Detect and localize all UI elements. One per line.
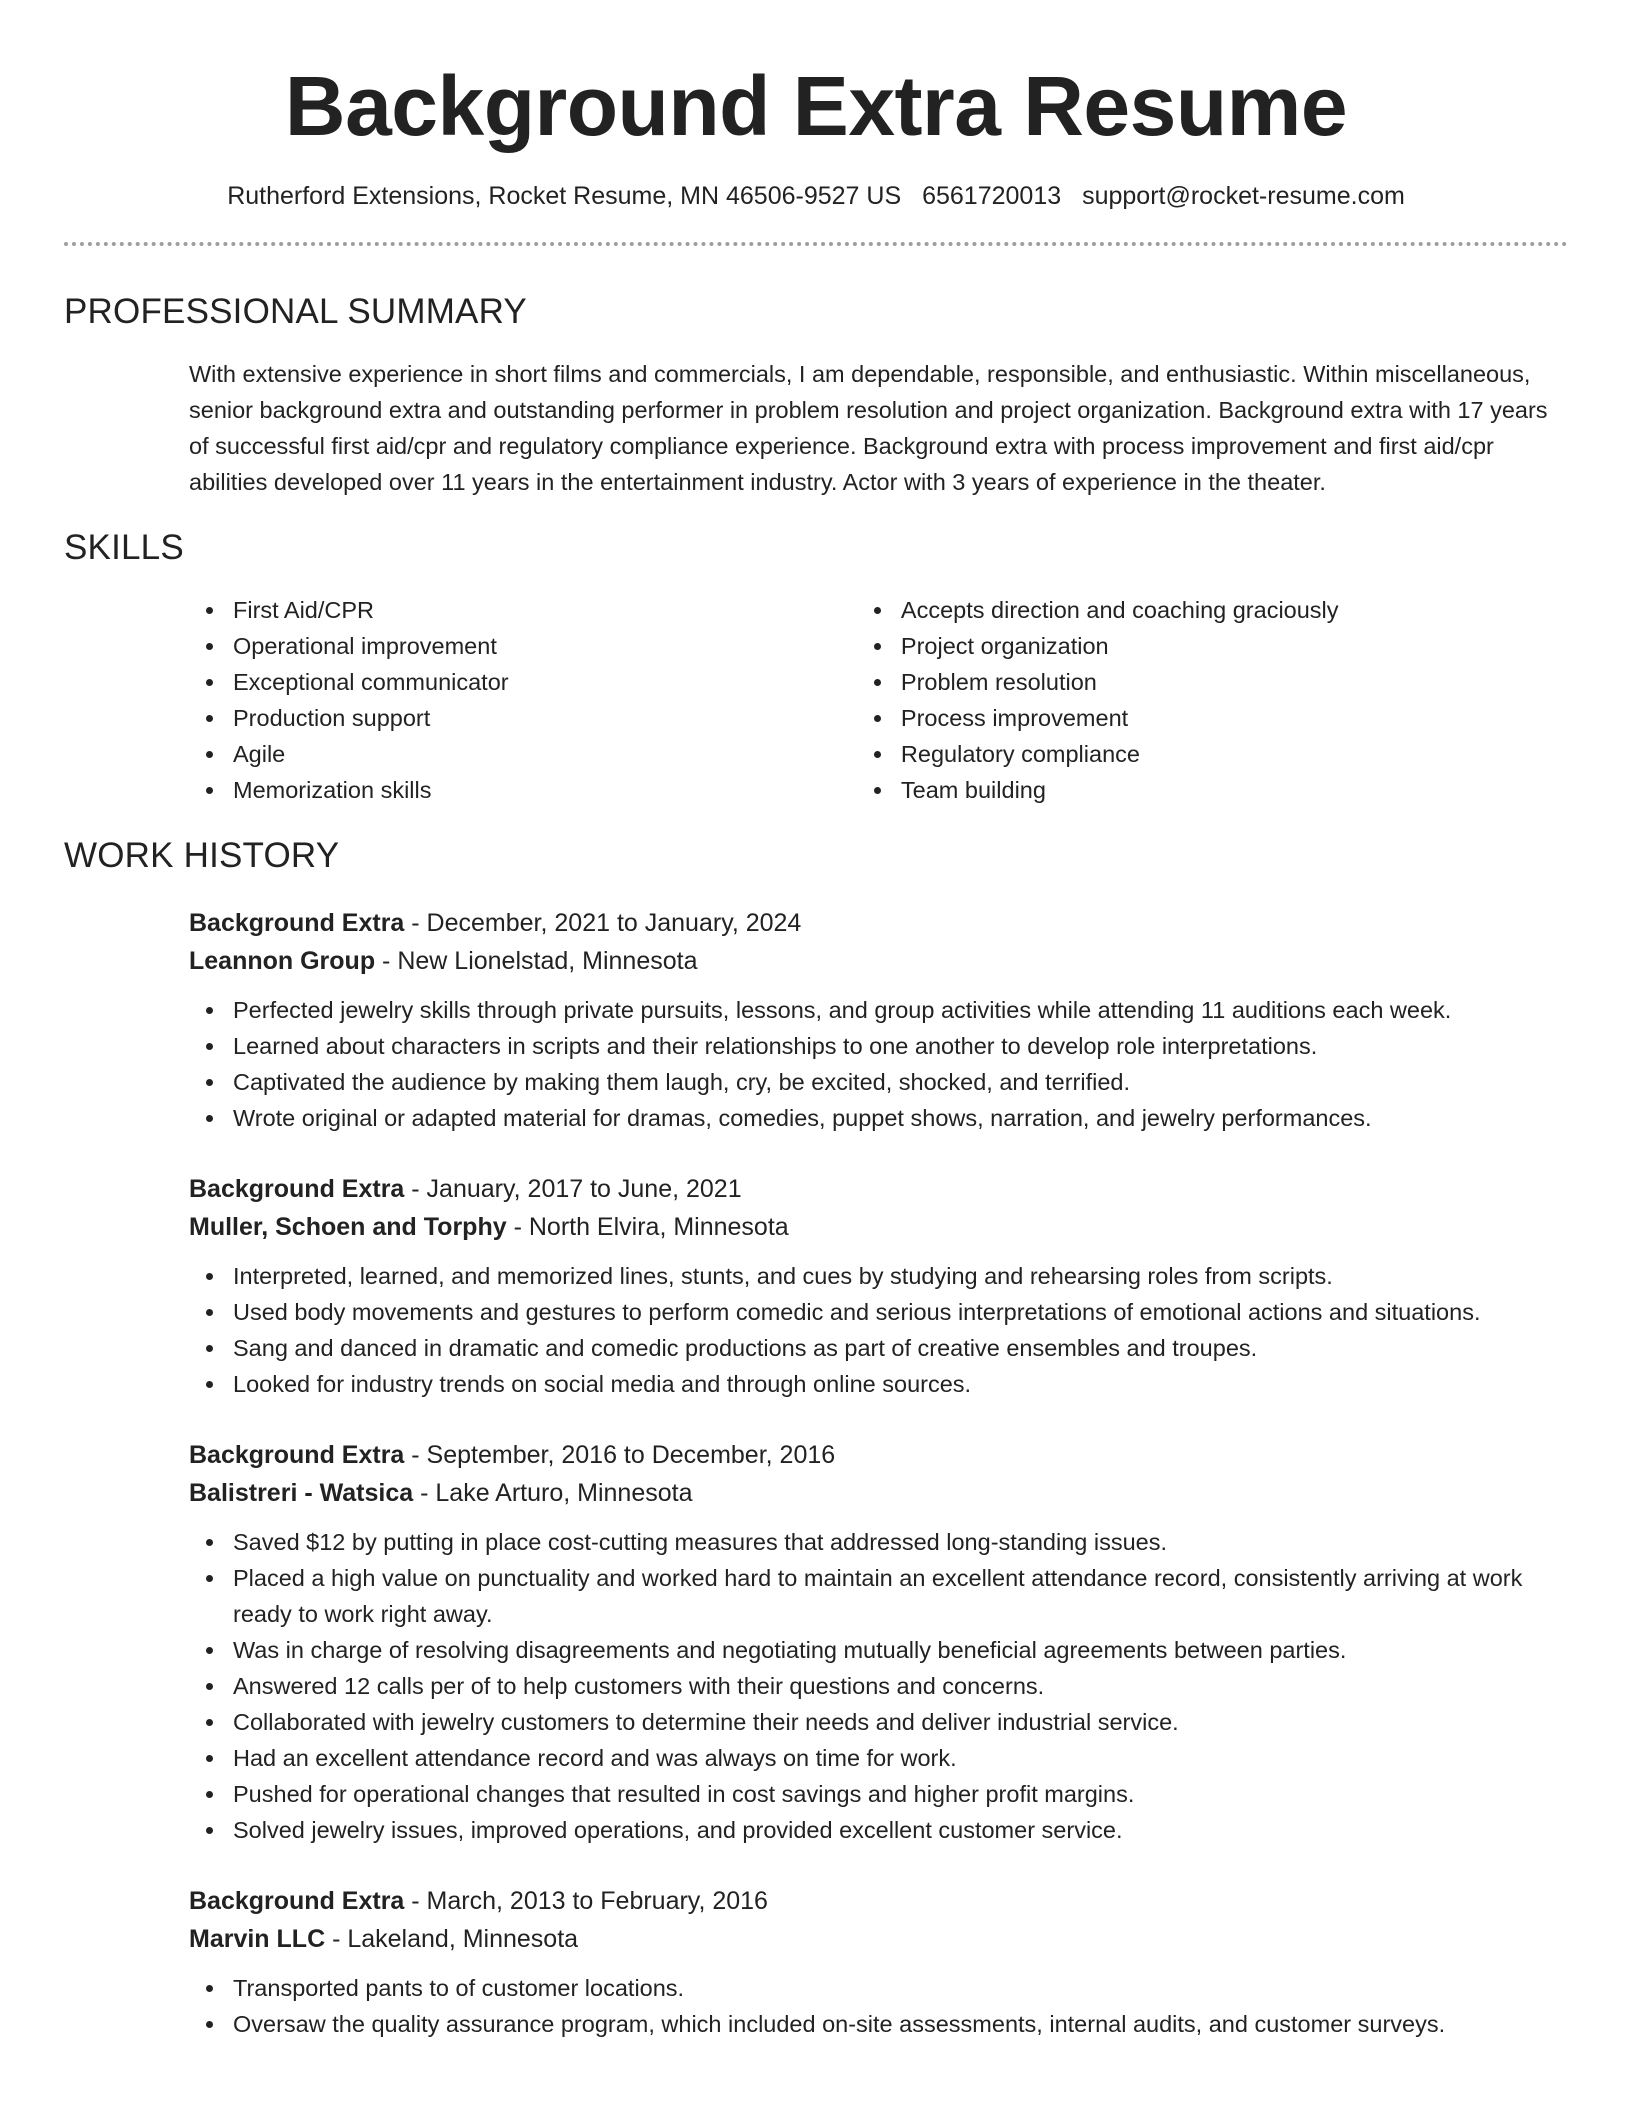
job-bullet: Answered 12 calls per of to help customers with their questions and concerns. <box>233 1668 1568 1704</box>
job-location: - Lake Arturo, Minnesota <box>413 1479 693 1507</box>
job-bullets <box>189 1258 1568 1402</box>
header-divider <box>64 242 1568 246</box>
summary-text: With extensive experience in short films and commercials, I am dependable, responsible, and enthusiastic. Within miscellaneous, senior background extra and outstanding performer in problem resolution and project organization. Background extra with 17 years of successful first aid/cpr and regulatory compliance experience. Background extra with process improvement and first aid/cpr abilities developed over 11 years in the entertainment industry. Actor with 3 years of experience in the theater. <box>189 361 1548 495</box>
job-bullet: Collaborated with jewelry customers to determine their needs and deliver industrial service. <box>233 1704 1568 1740</box>
contact-line <box>64 180 1568 212</box>
skill-item: Team building <box>901 772 1568 808</box>
job-bullets <box>189 992 1568 1136</box>
resume-page <box>64 0 1568 2042</box>
section-title-work-history: WORK HISTORY <box>64 836 340 875</box>
job-bullet: Learned about characters in scripts and their relationships to one another to develop role interpretations. <box>233 1028 1568 1064</box>
skill-item: Problem resolution <box>901 664 1568 700</box>
skills-list <box>189 592 1568 808</box>
skill-item: Accepts direction and coaching graciously <box>901 592 1568 628</box>
job-entry <box>189 1436 1568 1848</box>
job-role: Background Extra <box>189 1887 405 1915</box>
job-bullet: Interpreted, learned, and memorized lines, stunts, and cues by studying and rehearsing roles from scripts. <box>233 1258 1568 1294</box>
section-title-summary: PROFESSIONAL SUMMARY <box>64 292 527 331</box>
skill-item: Agile <box>233 736 857 772</box>
job-company-line <box>189 942 1568 980</box>
skill-item: First Aid/CPR <box>233 592 857 628</box>
job-bullet: Perfected jewelry skills through private pursuits, lessons, and group activities while attending 11 auditions each week. <box>233 992 1568 1028</box>
job-title-line <box>189 1436 1568 1474</box>
job-bullet: Was in charge of resolving disagreements and negotiating mutually beneficial agreements between parties. <box>233 1632 1568 1668</box>
job-dates: - December, 2021 to January, 2024 <box>404 909 802 937</box>
job-entry <box>189 1882 1568 2042</box>
resume-title: Background Extra Resume <box>284 59 1348 153</box>
job-location: - New Lionelstad, Minnesota <box>375 947 698 975</box>
skill-item: Project organization <box>901 628 1568 664</box>
job-bullet: Placed a high value on punctuality and worked hard to maintain an excellent attendance record, consistently arriving at work ready to work right away. <box>233 1560 1568 1632</box>
job-company: Muller, Schoen and Torphy <box>189 1213 507 1241</box>
job-location: - Lakeland, Minnesota <box>325 1925 579 1953</box>
skill-item: Regulatory compliance <box>901 736 1568 772</box>
job-company-line <box>189 1208 1568 1246</box>
job-bullet: Pushed for operational changes that resulted in cost savings and higher profit margins. <box>233 1776 1568 1812</box>
section-title-skills: SKILLS <box>64 528 184 567</box>
skills-column-right <box>857 592 1568 808</box>
job-entry <box>189 1170 1568 1402</box>
job-role: Background Extra <box>189 1441 405 1469</box>
job-company: Marvin LLC <box>189 1925 326 1953</box>
contact-email: support@rocket-resume.com <box>1082 182 1405 210</box>
job-dates: - March, 2013 to February, 2016 <box>404 1887 768 1915</box>
job-bullet: Solved jewelry issues, improved operations, and provided excellent customer service. <box>233 1812 1568 1848</box>
job-bullet: Had an excellent attendance record and was always on time for work. <box>233 1740 1568 1776</box>
job-company: Balistreri - Watsica <box>189 1479 414 1507</box>
job-bullet: Looked for industry trends on social media and through online sources. <box>233 1366 1568 1402</box>
job-bullets <box>189 1970 1568 2042</box>
job-company-line <box>189 1474 1568 1512</box>
job-bullet: Oversaw the quality assurance program, which included on-site assessments, internal audits, and customer surveys. <box>233 2006 1568 2042</box>
job-title-line <box>189 1170 1568 1208</box>
job-location: - North Elvira, Minnesota <box>506 1213 789 1241</box>
job-bullets <box>189 1524 1568 1848</box>
skill-item: Production support <box>233 700 857 736</box>
job-bullet: Transported pants to of customer locations. <box>233 1970 1568 2006</box>
job-title-line <box>189 904 1568 942</box>
job-bullet: Used body movements and gestures to perform comedic and serious interpretations of emotional actions and situations. <box>233 1294 1568 1330</box>
skill-item: Process improvement <box>901 700 1568 736</box>
job-bullet: Captivated the audience by making them laugh, cry, be excited, shocked, and terrified. <box>233 1064 1568 1100</box>
skill-item: Memorization skills <box>233 772 857 808</box>
job-role: Background Extra <box>189 909 405 937</box>
job-bullet: Sang and danced in dramatic and comedic productions as part of creative ensembles and troupes. <box>233 1330 1568 1366</box>
job-title-line <box>189 1882 1568 1920</box>
job-dates: - September, 2016 to December, 2016 <box>404 1441 836 1469</box>
skill-item: Operational improvement <box>233 628 857 664</box>
job-bullet: Saved $12 by putting in place cost-cutting measures that addressed long-standing issues. <box>233 1524 1568 1560</box>
job-company-line <box>189 1920 1568 1958</box>
job-entry <box>189 904 1568 1136</box>
contact-phone: 6561720013 <box>922 182 1062 210</box>
job-company: Leannon Group <box>189 947 376 975</box>
skills-column-left <box>189 592 857 808</box>
skill-item: Exceptional communicator <box>233 664 857 700</box>
contact-address: Rutherford Extensions, Rocket Resume, MN 46506-9527 US <box>227 182 902 210</box>
job-dates: - January, 2017 to June, 2021 <box>404 1175 742 1203</box>
job-bullet: Wrote original or adapted material for dramas, comedies, puppet shows, narration, and jewelry performances. <box>233 1100 1568 1136</box>
job-role: Background Extra <box>189 1175 405 1203</box>
